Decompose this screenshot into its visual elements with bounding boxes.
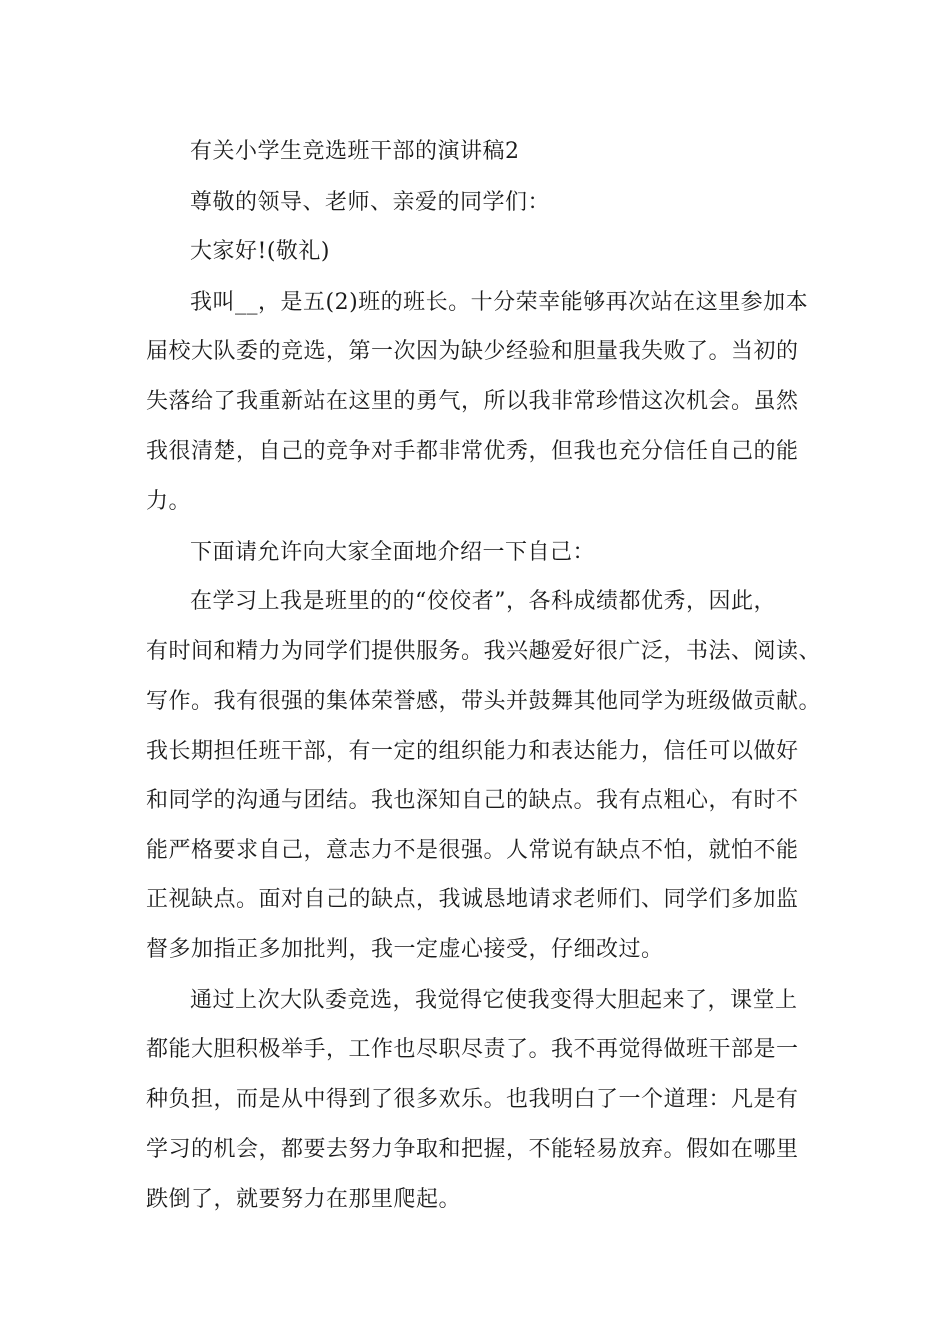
paragraph-line: 通过上次大队委竞选，我觉得它使我变得大胆起来了，课堂上 <box>190 988 798 1013</box>
paragraph-line: 和同学的沟通与团结。我也深知自己的缺点。我有点粗心，有时不 <box>146 788 799 813</box>
paragraph-line: 我长期担任班干部，有一定的组织能力和表达能力，信任可以做好 <box>146 739 799 764</box>
paragraph-line: 失落给了我重新站在这里的勇气，所以我非常珍惜这次机会。虽然 <box>146 389 799 414</box>
paragraph-line: 正视缺点。面对自己的缺点，我诚恳地请求老师们、同学们多加监 <box>146 887 799 912</box>
salutation: 尊敬的领导、老师、亲爱的同学们： <box>190 190 551 215</box>
paragraph-line: 我很清楚，自己的竞争对手都非常优秀，但我也充分信任自己的能 <box>146 439 799 464</box>
paragraph-line: 学习的机会，都要去努力争取和把握，不能轻易放弃。假如在哪里 <box>146 1137 799 1162</box>
paragraph-line: 届校大队委的竞选，第一次因为缺少经验和胆量我失败了。当初的 <box>146 339 799 364</box>
paragraph-line: 种负担，而是从中得到了很多欢乐。也我明白了一个道理：凡是有 <box>146 1087 799 1112</box>
paragraph-line: 我叫__，是五(2)班的班长。十分荣幸能够再次站在这里参加本 <box>190 290 809 315</box>
paragraph-line: 在学习上我是班里的的“佼佼者”，各科成绩都优秀，因此， <box>190 589 776 614</box>
document-title: 有关小学生竞选班干部的演讲稿2 <box>190 139 520 164</box>
paragraph-line: 能严格要求自己，意志力不是很强。人常说有缺点不怕，就怕不能 <box>146 838 799 863</box>
greeting: 大家好!(敬礼) <box>190 239 331 264</box>
paragraph-line: 督多加指正多加批判，我一定虚心接受，仔细改过。 <box>146 937 664 962</box>
paragraph-line: 力。 <box>146 489 192 514</box>
paragraph-line: 跌倒了，就要努力在那里爬起。 <box>146 1187 462 1212</box>
paragraph-line: 有时间和精力为同学们提供服务。我兴趣爱好很广泛，书法、阅读、 <box>146 639 822 664</box>
paragraph-line: 写作。我有很强的集体荣誉感，带头并鼓舞其他同学为班级做贡献。 <box>146 689 822 714</box>
paragraph-line: 都能大胆积极举手，工作也尽职尽责了。我不再觉得做班干部是一 <box>146 1037 799 1062</box>
paragraph-line: 下面请允许向大家全面地介绍一下自己： <box>190 540 596 565</box>
